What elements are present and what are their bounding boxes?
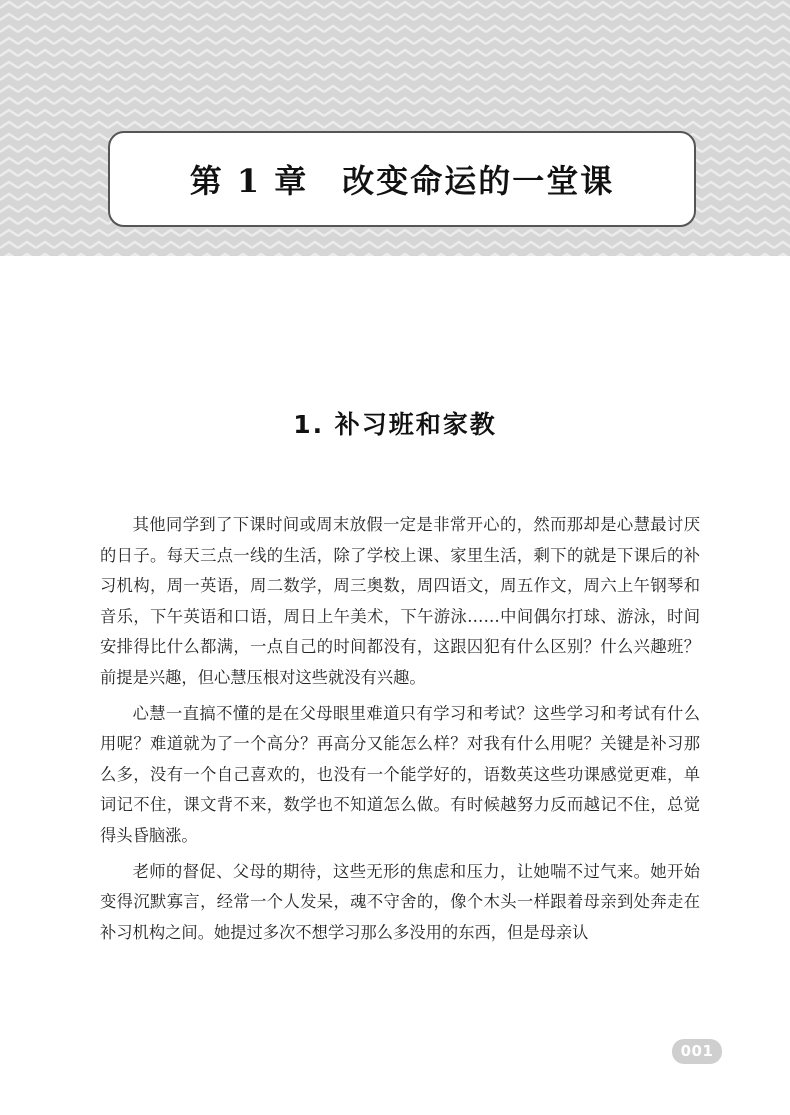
page-number-badge: 001	[672, 1039, 722, 1064]
chapter-title: 第 1 章 改变命运的一堂课	[189, 162, 615, 200]
chapter-title-box	[108, 131, 696, 227]
paragraph: 心慧一直搞不懂的是在父母眼里难道只有学习和考试？这些学习和考试有什么用呢？难道就为了一个高分？再高分又能怎么样？对我有什么用呢？关键是补习那么多，没有一个自己喜欢的，也没有一个能学好的，语数英这些功课感觉更难，单词记不住，课文背不来，数学也不知道怎么做。有时候越努力反而越记不住，总觉得头昏脑涨。	[100, 703, 700, 845]
paragraph: 老师的督促、父母的期待，这些无形的焦虑和压力，让她喘不过气来。她开始变得沉默寡言，经常一个人发呆，魂不守舍的，像个木头一样跟着母亲到处奔走在补习机构之间。她提过多次不想学习那么多没用的东西，但是母亲认	[100, 861, 700, 942]
body-text	[100, 510, 700, 953]
section-title: 1. 补习班和家教	[293, 410, 497, 439]
paragraph: 其他同学到了下课时间或周末放假一定是非常开心的，然而那却是心慧最讨厌的日子。每天三点一线的生活，除了学校上课、家里生活，剩下的就是下课后的补习机构，周一英语，周二数学，周三奥数，周四语文，周五作文，周六上午钢琴和音乐，下午英语和口语，周日上午美术，下午游泳……中间偶尔打球、游泳，时间安排得比什么都满，一点自己的时间都没有，这跟囚犯有什么区别？什么兴趣班？前提是兴趣，但心慧压根对这些就没有兴趣。	[100, 515, 700, 687]
